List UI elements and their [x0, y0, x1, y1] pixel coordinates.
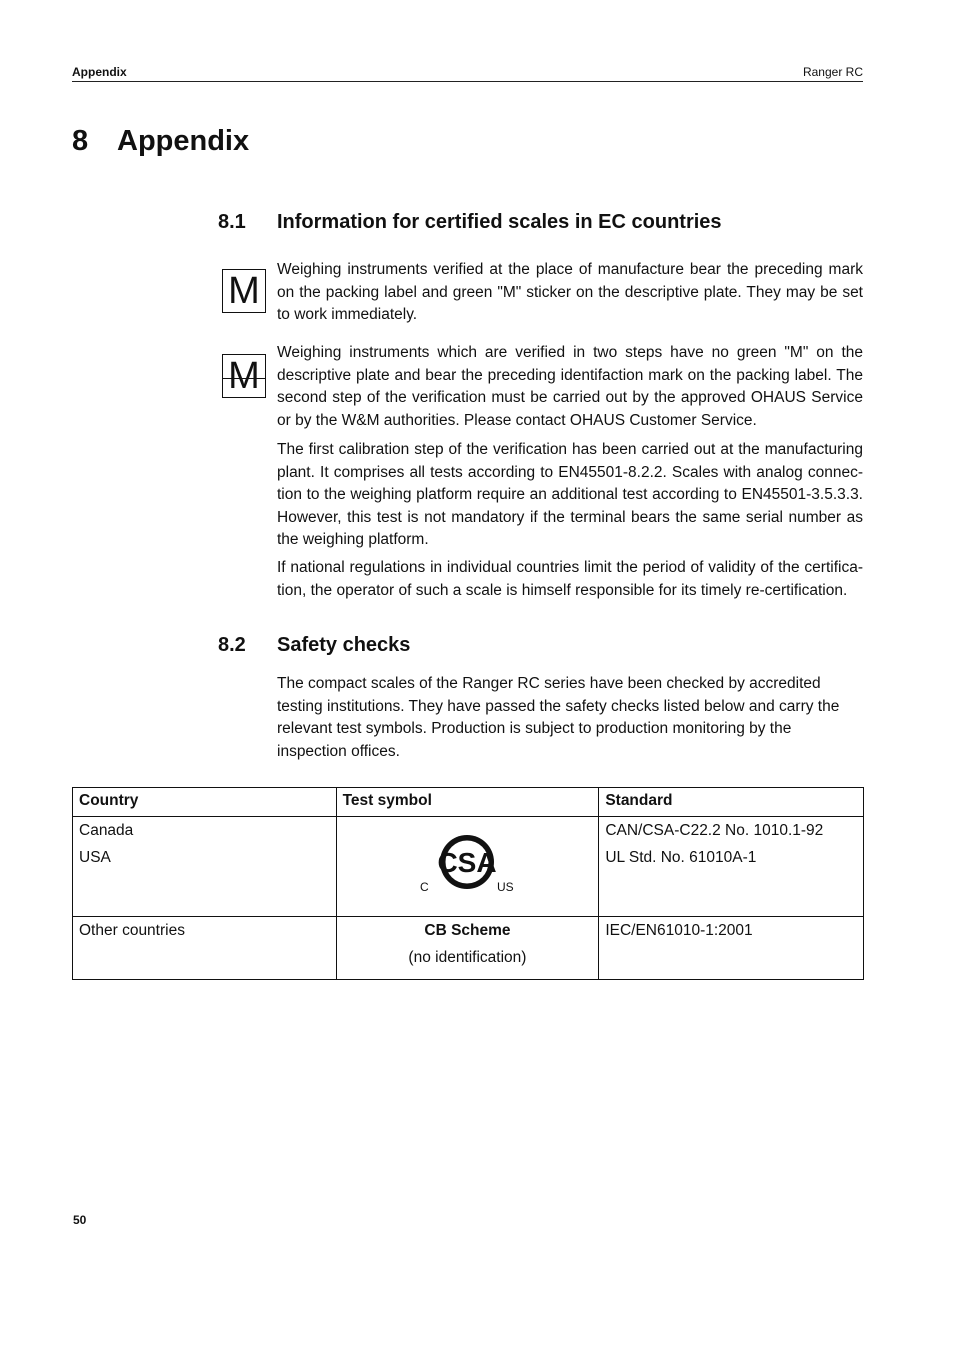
mark-letter: M	[228, 355, 260, 397]
cb-scheme-note: (no identification)	[408, 949, 527, 966]
running-header-section: Appendix	[72, 65, 127, 79]
page-number: 50	[73, 1213, 87, 1227]
csa-label-c: C	[420, 880, 430, 894]
safety-standards-table	[72, 787, 864, 980]
section-heading-8-1	[218, 211, 722, 234]
cell-standard-iec	[599, 917, 864, 980]
csa-certification-mark-icon	[343, 829, 593, 899]
country-usa: USA	[79, 849, 111, 866]
cb-scheme-title: CB Scheme	[424, 922, 511, 939]
cell-cb-scheme	[336, 917, 599, 980]
table-header-row	[73, 788, 864, 817]
chapter-title	[72, 125, 249, 158]
csa-logo-letters: CSA	[437, 847, 498, 878]
section-title: Information for certified scales in EC countries	[277, 211, 722, 233]
column-header-standard: Standard	[599, 788, 864, 817]
standard-csa: CAN/CSA-C22.2 No. 1010.1-92	[605, 822, 824, 839]
csa-label-us: US	[497, 880, 515, 894]
paragraph-national-regulations: If national regulations in individual countries limit the period of validity of the certifica-tion, the operator of such a scale is himself responsible for its timely re-certification.	[277, 559, 863, 599]
chapter-title-text: Appendix	[117, 125, 250, 157]
paragraph-safety-checks: The compact scales of the Ranger RC series have been checked by accredited testing institutions. They have passed the safety checks listed below and carry the relevant test symbols. Production is subject to production monitoring by the inspection offices.	[277, 675, 840, 760]
country-canada: Canada	[79, 822, 134, 839]
cell-country-other	[73, 917, 337, 980]
paragraph-verified-at-manufacture: Weighing instruments verified at the place of manufacture bear the preceding mark on the packing label and green "M" sticker on the descriptive plate. They may be set to work immediately.	[277, 261, 863, 323]
paragraph-first-calibration-step: The first calibration step of the verification has been carried out at the manufacturing plant. It comprises all tests according to EN45501-8.2.2. Scales with analog connec-tion to the weighing platform require an additional test according to EN45501-3.5.3.3. However, this test is not mandatory if the terminal bears the same serial number as the weighing platform.	[277, 441, 863, 548]
standard-iec: IEC/EN61010-1:2001	[605, 922, 753, 939]
header-divider	[72, 81, 863, 82]
section-title: Safety checks	[277, 634, 411, 656]
mark-letter: M	[228, 270, 260, 312]
paragraph-two-step-verification: Weighing instruments which are verified in two steps have no green "M" on the descriptive plate and bear the preceding identifaction mark on the packing label. The second step of the verification must be carried out by the approved OHAUS Service or by the W&M authorities. Please contact OHAUS Customer Service.	[277, 344, 863, 429]
table-row	[73, 817, 864, 917]
verification-mark-m-struck-icon	[222, 354, 266, 398]
column-header-test-symbol: Test symbol	[336, 788, 599, 817]
section-heading-8-2	[218, 634, 410, 657]
section-number: 8.2	[218, 634, 246, 656]
cell-standards	[599, 817, 864, 917]
cell-countries	[73, 817, 337, 917]
table-row	[73, 917, 864, 980]
mark-strike-line	[223, 378, 265, 379]
running-header-product: Ranger RC	[802, 65, 863, 79]
country-other: Other countries	[79, 922, 185, 939]
cell-test-symbol	[336, 817, 599, 917]
verification-mark-m-icon	[222, 269, 266, 313]
chapter-number: 8	[72, 125, 89, 157]
column-header-country: Country	[73, 788, 337, 817]
section-number: 8.1	[218, 211, 246, 233]
standard-ul: UL Std. No. 61010A-1	[605, 849, 757, 866]
